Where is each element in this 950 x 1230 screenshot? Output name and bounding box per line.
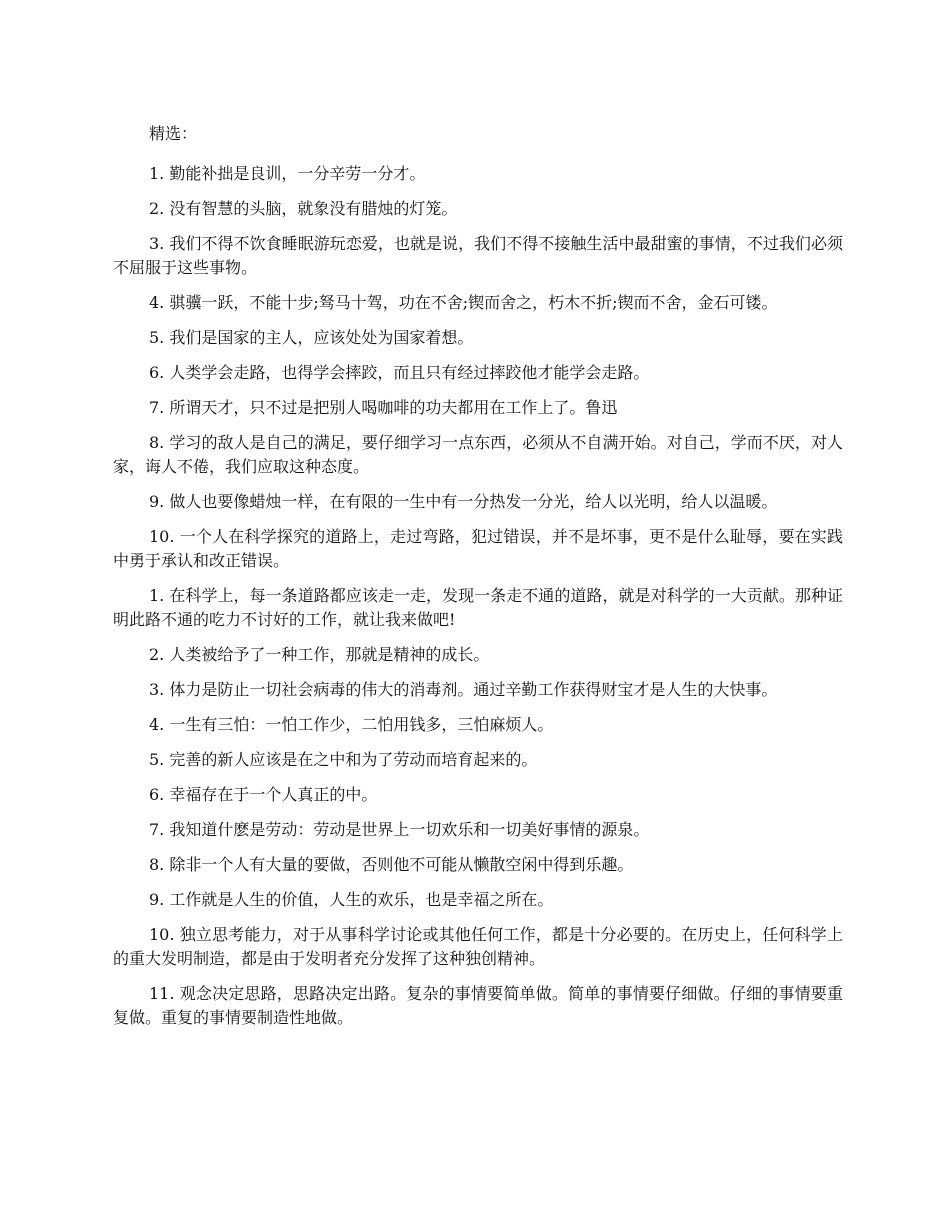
paragraph: 11. 观念决定思路，思路决定出路。复杂的事情要简单做。简单的事情要仔细做。仔细的事情要重复做。重复的事情要制造性地做。 xyxy=(113,984,843,1027)
paragraph: 5. 完善的新人应该是在之中和为了劳动而培育起来的。 xyxy=(149,750,538,769)
paragraph: 7. 所谓天才，只不过是把别人喝咖啡的功夫都用在工作上了。鲁迅 xyxy=(149,398,618,417)
paragraph: 5. 我们是国家的主人，应该处处为国家着想。 xyxy=(149,328,474,347)
paragraph: 10. 一个人在科学探究的道路上，走过弯路，犯过错误，并不是坏事，更不是什么耻辱，要在实践中勇于承认和改正错误。 xyxy=(113,527,843,570)
paragraph: 3. 体力是防止一切社会病毒的伟大的消毒剂。通过辛勤工作获得财宝才是人生的大快事。 xyxy=(149,680,778,699)
paragraph: 6. 人类学会走路，也得学会摔跤，而且只有经过摔跤他才能学会走路。 xyxy=(149,363,650,382)
paragraph: 10. 独立思考能力，对于从事科学讨论或其他任何工作，都是十分必要的。在历史上，任何科学上的重大发明制造，都是由于发明者充分发挥了这种独创精神。 xyxy=(113,925,843,968)
paragraph: 8. 除非一个人有大量的要做，否则他不可能从懒散空闲中得到乐趣。 xyxy=(149,855,634,874)
section-heading: 精选： xyxy=(149,124,198,143)
paragraph: 1. 在科学上，每一条道路都应该走一走，发现一条走不通的道路，就是对科学的一大贡献。那种证明此路不通的吃力不讨好的工作，就让我来做吧! xyxy=(113,586,843,629)
paragraph: 6. 幸福存在于一个人真正的中。 xyxy=(149,785,378,804)
paragraph: 4. 骐骥一跃，不能十步;驽马十驾，功在不舍;锲而舍之，朽木不折;锲而不舍，金石可镂。 xyxy=(149,293,778,312)
paragraph: 9. 工作就是人生的价值，人生的欢乐，也是幸福之所在。 xyxy=(149,890,554,909)
paragraph: 4. 一生有三怕：一怕工作少，二怕用钱多，三怕麻烦人。 xyxy=(149,715,554,734)
paragraph: 8. 学习的敌人是自己的满足，要仔细学习一点东西，必须从不自满开始。对自己，学而不厌，对人家，诲人不倦，我们应取这种态度。 xyxy=(113,433,843,476)
paragraph: 3. 我们不得不饮食睡眠游玩恋爱，也就是说，我们不得不接触生活中最甜蜜的事情，不过我们必须不屈服于这些事物。 xyxy=(113,234,843,277)
paragraph: 1. 勤能补拙是良训，一分辛劳一分才。 xyxy=(149,164,426,183)
paragraph: 9. 做人也要像蜡烛一样，在有限的一生中有一分热发一分光，给人以光明，给人以温暖。 xyxy=(149,492,778,511)
paragraph: 2. 人类被给予了一种工作，那就是精神的成长。 xyxy=(149,645,490,664)
paragraph: 7. 我知道什麽是劳动：劳动是世界上一切欢乐和一切美好事情的源泉。 xyxy=(149,820,650,839)
paragraph: 2. 没有智慧的头脑，就象没有腊烛的灯笼。 xyxy=(149,199,458,218)
document-page xyxy=(113,122,843,1041)
